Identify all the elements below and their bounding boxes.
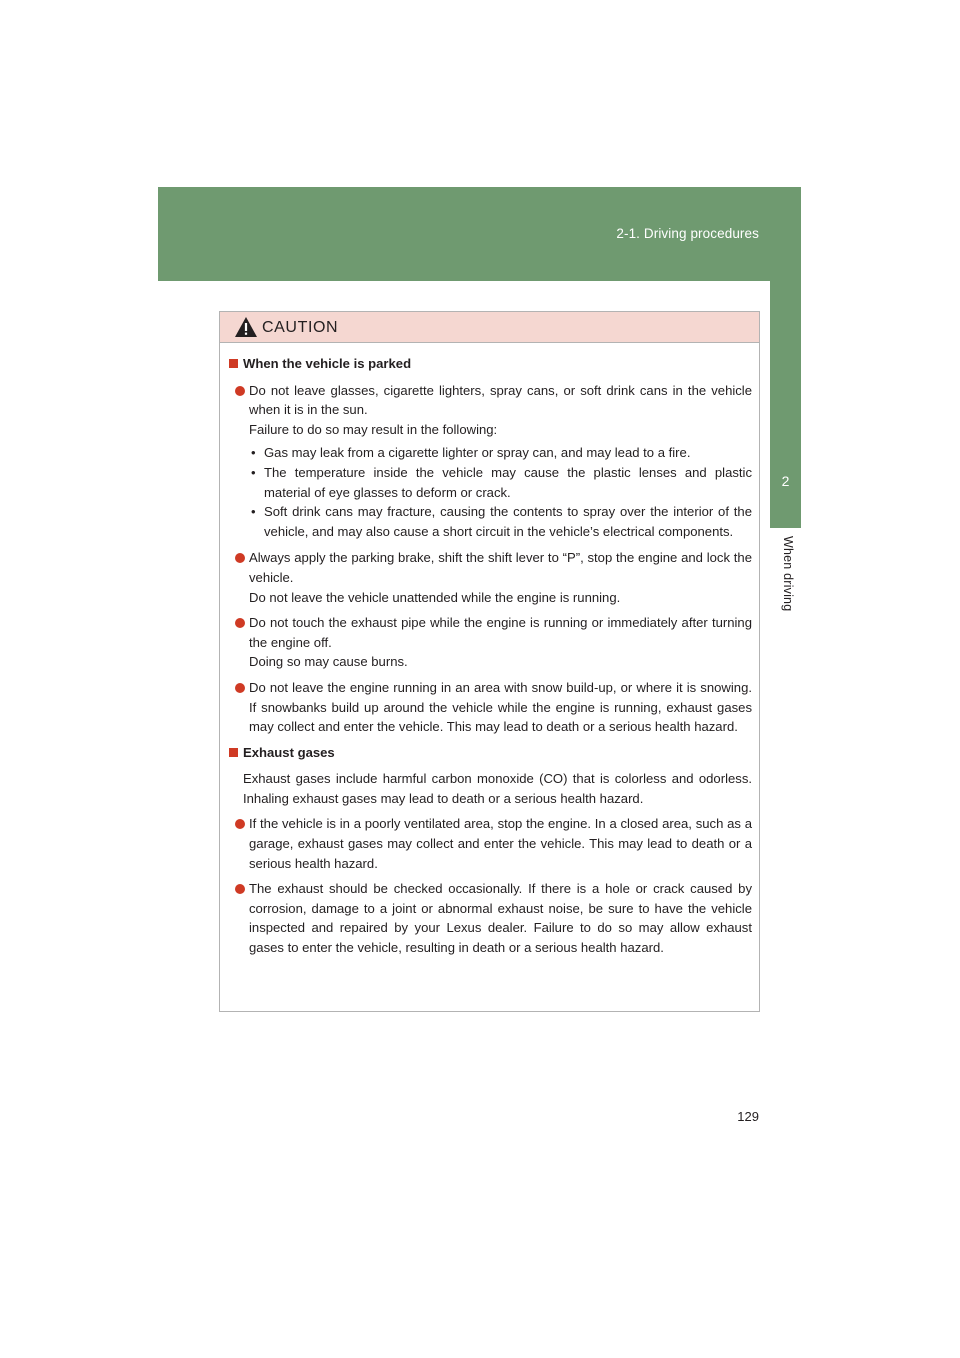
paragraph-line: Do not touch the exhaust pipe while the engine is running or immediately after turning the engine off. (249, 615, 752, 650)
square-icon (229, 748, 238, 757)
paragraph-line: Doing so may cause burns. (249, 654, 408, 670)
paragraph-line: Do not leave the vehicle unattended while the engine is running. (249, 589, 621, 605)
square-icon (229, 359, 238, 368)
section-heading-text: Exhaust gases (243, 744, 335, 760)
paragraph-text (249, 814, 752, 873)
paragraph-line: Do not leave glasses, cigarette lighters, spray cans, or soft drink cans in the vehicle when it is in the sun. (249, 382, 752, 418)
page-number: 129 (737, 1109, 759, 1124)
sub-bullet-icon: • (251, 504, 256, 520)
bullet-paragraph (229, 613, 752, 672)
sub-list-text: Gas may leak from a cigarette lighter or spray can, and may lead to a fire. (264, 445, 691, 461)
caution-box (219, 311, 760, 1012)
caution-label: CAUTION (262, 318, 339, 336)
sub-list-item (249, 502, 752, 541)
bullet-paragraph (229, 548, 752, 607)
sub-list-text: The temperature inside the vehicle may cause the plastic lenses and plastic material of eye glasses to deform or crack. (264, 464, 752, 500)
bullet-paragraph (229, 678, 752, 737)
chapter-label: When driving (781, 536, 795, 612)
bullet-dot-icon (235, 618, 245, 628)
sub-bullet-icon: • (251, 464, 256, 480)
sub-list-text: Soft drink cans may fracture, causing the contents to spray over the interior of the vehicle, and may also cause a short circuit in the vehicle’s electrical components. (264, 504, 752, 539)
section-heading-text: When the vehicle is parked (243, 356, 412, 371)
bullet-paragraph (229, 814, 752, 873)
sub-bullet-icon: • (251, 445, 256, 461)
bullet-dot-icon (235, 683, 245, 693)
bullet-paragraph (229, 879, 752, 957)
header-band (158, 187, 801, 281)
paragraph-text (249, 381, 752, 543)
paragraph-line: Always apply the parking brake, shift the shift lever to “P”, stop the engine and lock the vehicle. (249, 550, 752, 585)
caution-header (220, 312, 759, 343)
section-title: 2-1. Driving procedures (616, 226, 759, 241)
paragraph-line: The exhaust should be checked occasionally. If there is a hole or crack caused by corrosion, damage to a joint or abnormal exhaust noise, be sure to have the vehicle inspected and repaired by your Lexus dealer. Failure to do so may allow exhaust gases to enter the vehicle, resulting in death or a serious health hazard. (249, 881, 752, 956)
bullet-dot-icon (235, 884, 245, 894)
paragraph-text (249, 678, 752, 737)
chapter-number: 2 (781, 473, 790, 489)
warning-triangle-icon (234, 316, 258, 338)
paragraph-line: If the vehicle is in a poorly ventilated area, stop the engine. In a closed area, such as a garage, exhaust gases may collect and enter the vehicle. This may lead to death or a serious health hazard. (249, 816, 752, 871)
section-heading (229, 743, 752, 763)
section-heading (229, 354, 752, 374)
bullet-paragraph (229, 381, 752, 543)
sub-list-item (249, 443, 752, 463)
bullet-dot-icon (235, 553, 245, 563)
bullet-dot-icon (235, 819, 245, 829)
sub-list-item (249, 463, 752, 502)
sub-list (249, 443, 752, 541)
section-intro: Exhaust gases include harmful carbon monoxide (CO) that is colorless and odorless. Inhaling exhaust gases may lead to death or a serious health hazard. (243, 771, 752, 806)
paragraph-line: Failure to do so may result in the following: (249, 421, 498, 437)
chapter-tab (770, 187, 801, 528)
paragraph-line: Do not leave the engine running in an area with snow build-up, or where it is snowing. If snowbanks build up around the vehicle while the engine is running, exhaust gases may collect and enter the vehicle. This may lead to death or a serious health hazard. (249, 679, 752, 735)
paragraph-text (249, 879, 752, 957)
paragraph-text (249, 613, 752, 672)
bullet-dot-icon (235, 386, 245, 396)
caution-body (220, 343, 759, 958)
paragraph-text (249, 548, 752, 607)
